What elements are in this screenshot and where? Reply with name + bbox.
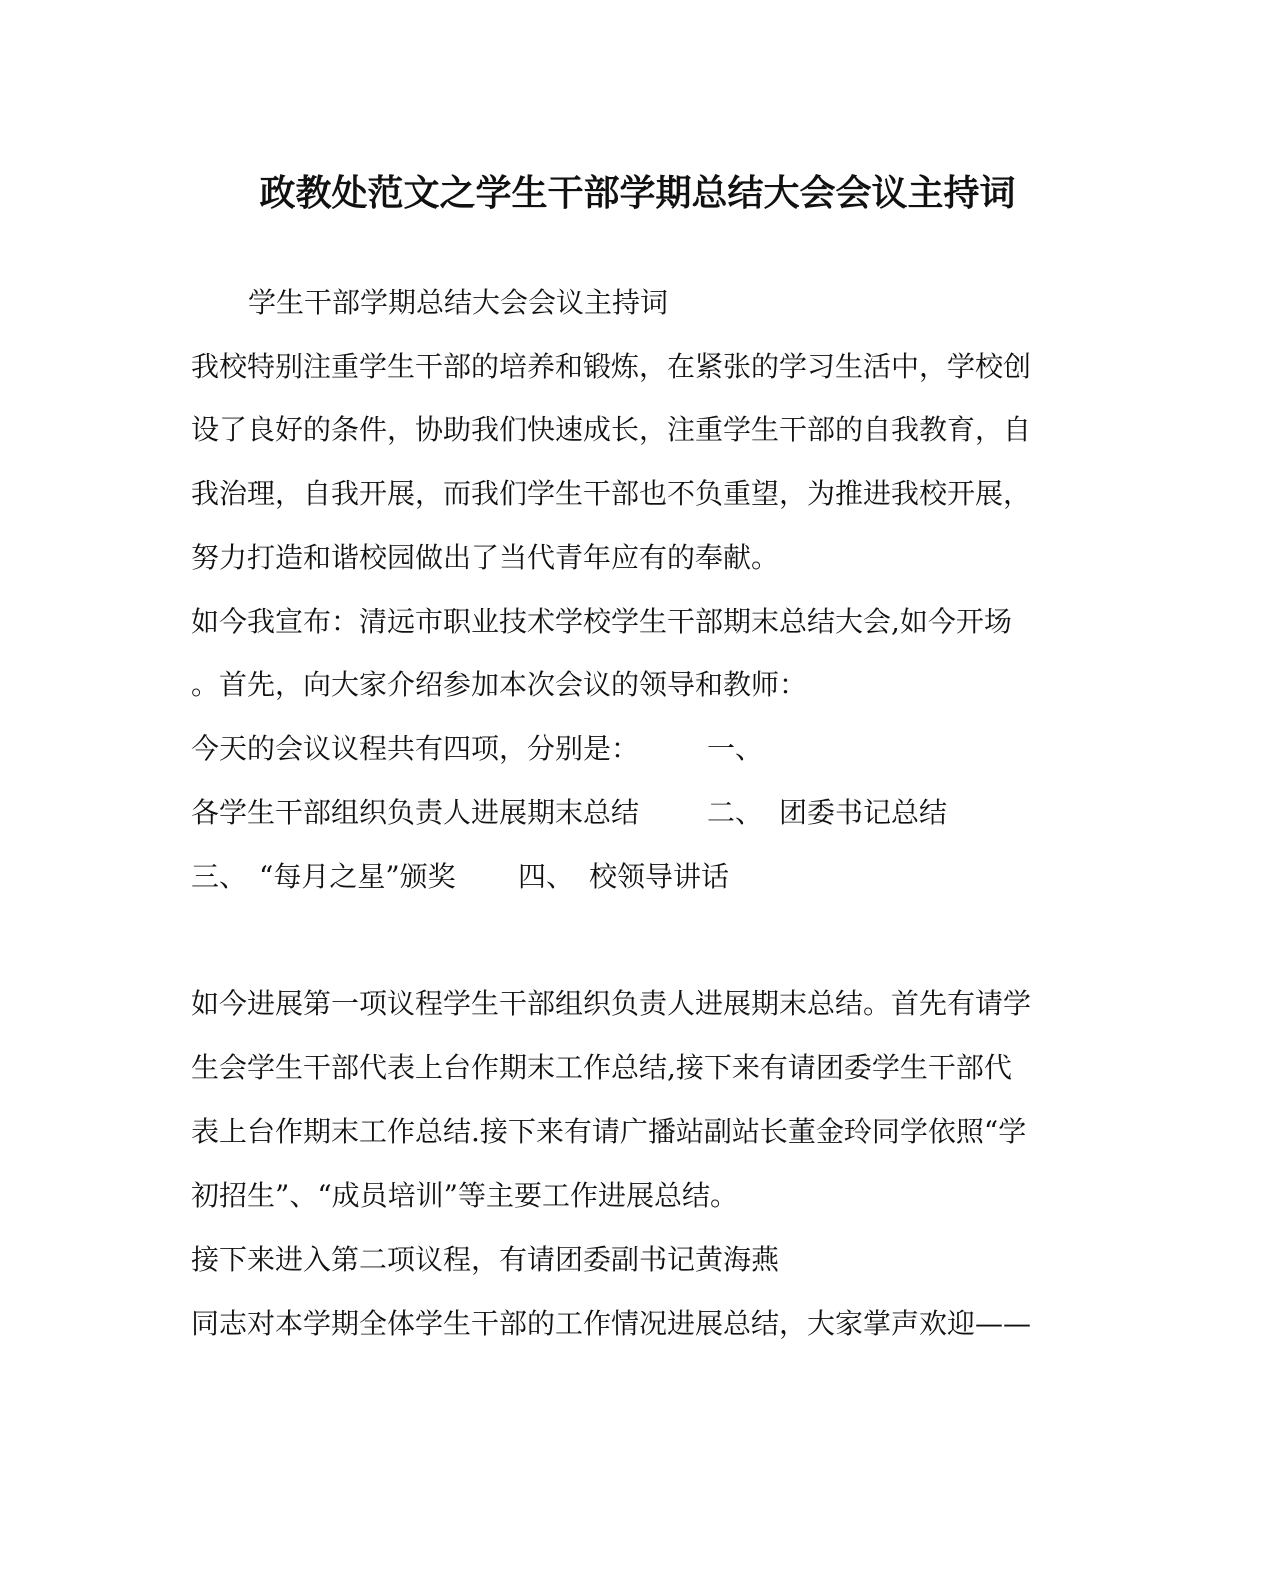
paragraph-line: 初招生”、“成员培训”等主要工作进展总结。: [191, 1179, 738, 1212]
document-title: 政教处范文之学生干部学期总结大会会议主持词: [259, 172, 1016, 214]
agenda-item-4-text: 校领导讲话: [589, 860, 730, 893]
agenda-item-3-text: “每月之星”颁奖: [259, 860, 456, 893]
paragraph-line: 努力打造和谐校园做出了当代青年应有的奉献。: [191, 541, 780, 574]
paragraph-line: 设了良好的条件，协助我们快速成长，注重学生干部的自我教育，自: [191, 413, 1032, 446]
paragraph-line: 接下来进入第二项议程，有请团委副书记黄海燕: [191, 1243, 780, 1276]
paragraph-line: 如今我宣布：清远市职业技术学校学生干部期末总结大会,如今开场: [191, 605, 1012, 638]
paragraph-line: 生会学生干部代表上台作期末工作总结,接下来有请团委学生干部代: [191, 1051, 1012, 1084]
agenda-item-2-number: 二、: [707, 796, 764, 829]
agenda-row-3: [191, 857, 1091, 897]
agenda-item-2-text: 团委书记总结: [779, 796, 948, 829]
document-subtitle: 学生干部学期总结大会会议主持词: [248, 286, 669, 319]
agenda-item-3-number: 三、: [191, 860, 248, 893]
paragraph-line: 表上台作期末工作总结.接下来有请广播站副站长董金玲同学依照“学: [191, 1115, 1027, 1148]
paragraph-line: 同志对本学期全体学生干部的工作情况进展总结，大家掌声欢迎——: [191, 1307, 1032, 1340]
agenda-item-1-text: 各学生干部组织负责人进展期末总结: [191, 796, 640, 829]
agenda-item-4-number: 四、: [518, 860, 575, 893]
paragraph-line: 我治理，自我开展，而我们学生干部也不负重望，为推进我校开展，: [191, 477, 1032, 510]
paragraph-line: 。首先，向大家介绍参加本次会议的领导和教师：: [191, 668, 808, 701]
agenda-item-1-number: 一、: [707, 732, 764, 765]
agenda-row-1: [191, 729, 1091, 769]
agenda-row-2: [191, 793, 1091, 833]
paragraph-line: 如今进展第一项议程学生干部组织负责人进展期末总结。首先有请学: [191, 987, 1032, 1020]
agenda-intro: 今天的会议议程共有四项，分别是：: [191, 732, 640, 765]
paragraph-line: 我校特别注重学生干部的培养和锻炼，在紧张的学习生活中，学校创: [191, 350, 1032, 383]
